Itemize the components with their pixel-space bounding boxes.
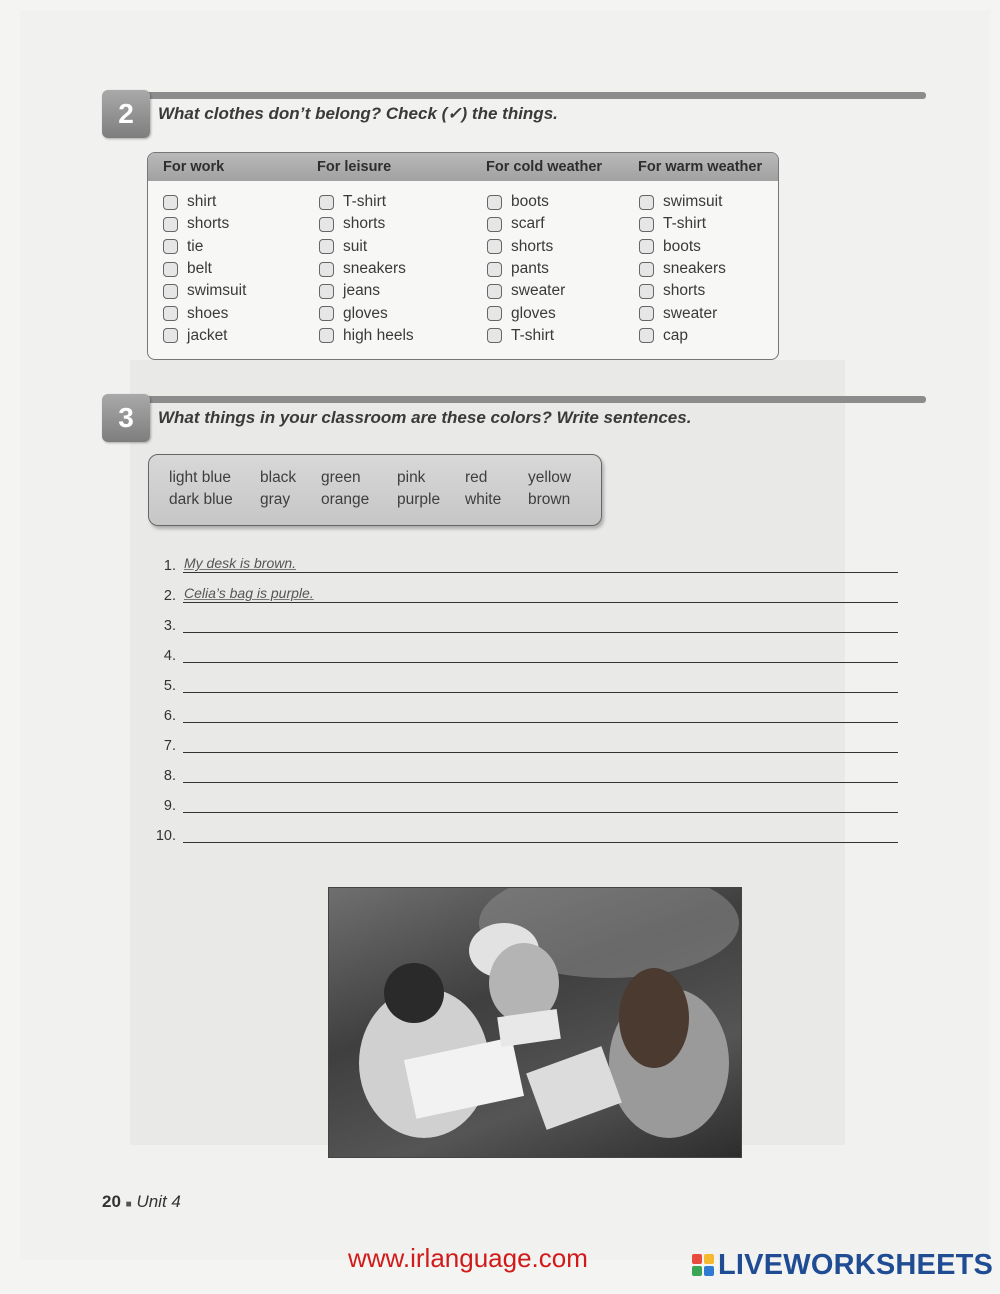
item-label: suit [343,237,368,255]
item-label: shorts [343,215,386,233]
item-label: high heels [343,326,414,344]
item-label: shorts [511,237,554,255]
list-item [487,325,565,347]
sentence-line[interactable] [150,702,898,724]
column-header: For warm weather [638,159,763,175]
checkbox[interactable] [487,262,502,277]
sentence-line[interactable] [150,642,898,664]
list-item [639,236,726,258]
line-number: 6. [163,708,176,724]
checkbox[interactable] [639,328,654,343]
color-word: dark blue [169,491,233,508]
line-number: 7. [163,738,176,754]
exercise-number: 3 [102,394,150,442]
item-label: boots [663,237,701,255]
checkbox[interactable] [487,284,502,299]
list-item [319,213,414,235]
clothes-table [147,152,779,360]
exercise-3-header [102,394,926,442]
color-word: brown [528,491,571,508]
answer-rule [183,572,898,573]
list-item [163,280,246,302]
checkbox[interactable] [639,284,654,299]
color-word: orange [321,491,370,508]
item-label: gloves [511,304,556,322]
item-label: shorts [187,215,230,233]
checkbox[interactable] [319,195,334,210]
checkbox[interactable] [487,328,502,343]
checkbox[interactable] [319,217,334,232]
checkbox[interactable] [163,284,178,299]
item-label: belt [187,260,212,278]
color-word: green [321,469,361,486]
item-label: gloves [343,304,388,322]
color-word: yellow [528,469,572,486]
answer-rule [183,722,898,723]
list-item [319,191,414,213]
checkbox[interactable] [319,306,334,321]
color-word: pink [397,469,426,486]
sentence-line[interactable] [150,792,898,814]
column-for-cold-weather [487,191,565,347]
list-item [319,325,414,347]
item-label: swimsuit [663,193,723,211]
checkbox[interactable] [487,306,502,321]
line-number: 5. [163,678,176,694]
item-label: T-shirt [663,215,707,233]
checkbox[interactable] [163,328,178,343]
list-item [163,213,246,235]
header-rule [146,396,926,403]
item-label: swimsuit [187,282,247,300]
item-label: tie [187,237,204,255]
source-url: www.irlanguage.com [348,1243,588,1273]
exercise-instruction: What clothes don’t belong? Check (✓) the things. [158,104,558,123]
item-label: scarf [511,215,545,233]
list-item [639,280,726,302]
color-word: gray [260,491,291,508]
column-for-warm-weather [639,191,726,347]
classroom-photo [328,887,742,1158]
item-label: sweater [511,282,566,300]
exercise-instruction: What things in your classroom are these colors? Write sentences. [158,408,692,427]
checkbox[interactable] [319,284,334,299]
color-word: black [260,469,297,486]
sentence-line[interactable] [150,822,898,844]
table-header-bar [148,153,778,181]
list-item [319,236,414,258]
page-footer [102,1192,181,1212]
answer-rule [183,662,898,663]
checkbox[interactable] [319,239,334,254]
checkbox[interactable] [487,217,502,232]
answer-rule [183,782,898,783]
list-item [319,258,414,280]
sentence-line[interactable] [150,732,898,754]
color-word-box [148,454,602,526]
column-for-leisure [319,191,414,347]
sentence-line[interactable] [150,612,898,634]
checkbox[interactable] [639,217,654,232]
item-label: T-shirt [343,193,387,211]
item-label: boots [511,193,549,211]
header-rule [146,92,926,99]
checkbox[interactable] [163,217,178,232]
checkbox[interactable] [163,262,178,277]
checkbox[interactable] [487,239,502,254]
list-item [487,236,565,258]
list-item [639,191,726,213]
list-item [319,302,414,324]
line-number: 3. [163,618,176,634]
item-label: sneakers [343,260,406,278]
item-label: shorts [663,282,706,300]
checkbox[interactable] [319,328,334,343]
list-item [163,258,246,280]
checkbox[interactable] [163,306,178,321]
sentence-line[interactable] [150,762,898,784]
checkbox[interactable] [639,239,654,254]
exercise-2-header [102,90,926,138]
item-label: pants [511,260,549,278]
checkbox[interactable] [639,195,654,210]
item-label: jacket [187,326,228,344]
list-item [487,258,565,280]
line-number: 1. [163,558,176,574]
exercise-number: 2 [102,90,150,138]
item-label: jeans [343,282,381,300]
checkbox[interactable] [163,239,178,254]
item-label: sneakers [663,260,726,278]
checkbox[interactable] [487,195,502,210]
column-header: For work [163,159,225,175]
list-item [487,213,565,235]
item-label: cap [663,326,688,344]
list-item [163,302,246,324]
list-item [487,280,565,302]
list-item [639,258,726,280]
answer-rule [183,752,898,753]
item-label: shirt [187,193,217,211]
liveworksheets-logo-icon [692,1254,714,1276]
answer-rule [183,812,898,813]
answer-rule [183,632,898,633]
list-item [163,191,246,213]
list-item [487,191,565,213]
list-item [639,302,726,324]
list-item [639,213,726,235]
color-word: white [465,491,502,508]
item-label: T-shirt [511,326,555,344]
example-answer: Celia’s bag is purple. [184,585,314,601]
item-label: sweater [663,304,718,322]
line-number: 4. [163,648,176,664]
checkbox[interactable] [639,306,654,321]
answer-rule [183,692,898,693]
line-number: 9. [163,798,176,814]
sentence-line[interactable] [150,552,898,574]
line-number: 10. [155,828,176,844]
item-label: shoes [187,304,229,322]
list-item [163,236,246,258]
list-item [163,325,246,347]
column-header: For leisure [317,159,392,175]
column-header: For cold weather [486,159,603,175]
checkbox[interactable] [319,262,334,277]
example-answer: My desk is brown. [184,555,297,571]
line-number: 2. [163,588,176,604]
checkbox[interactable] [639,262,654,277]
line-number: 8. [163,768,176,784]
answer-rule [183,602,898,603]
color-word: purple [397,491,441,508]
sentence-line[interactable] [150,582,898,604]
color-word: light blue [169,469,232,486]
list-item [487,302,565,324]
answer-rule [183,842,898,843]
list-item [319,280,414,302]
separator-icon: ■ [125,1199,132,1210]
column-for-work [163,191,246,347]
list-item [639,325,726,347]
color-word: red [465,469,488,486]
unit-label: Unit 4 [136,1192,181,1211]
brand-wordmark: LIVEWORKSHEETS [718,1249,994,1281]
sentence-line[interactable] [150,672,898,694]
page-number: 20 [102,1192,121,1211]
checkbox[interactable] [163,195,178,210]
